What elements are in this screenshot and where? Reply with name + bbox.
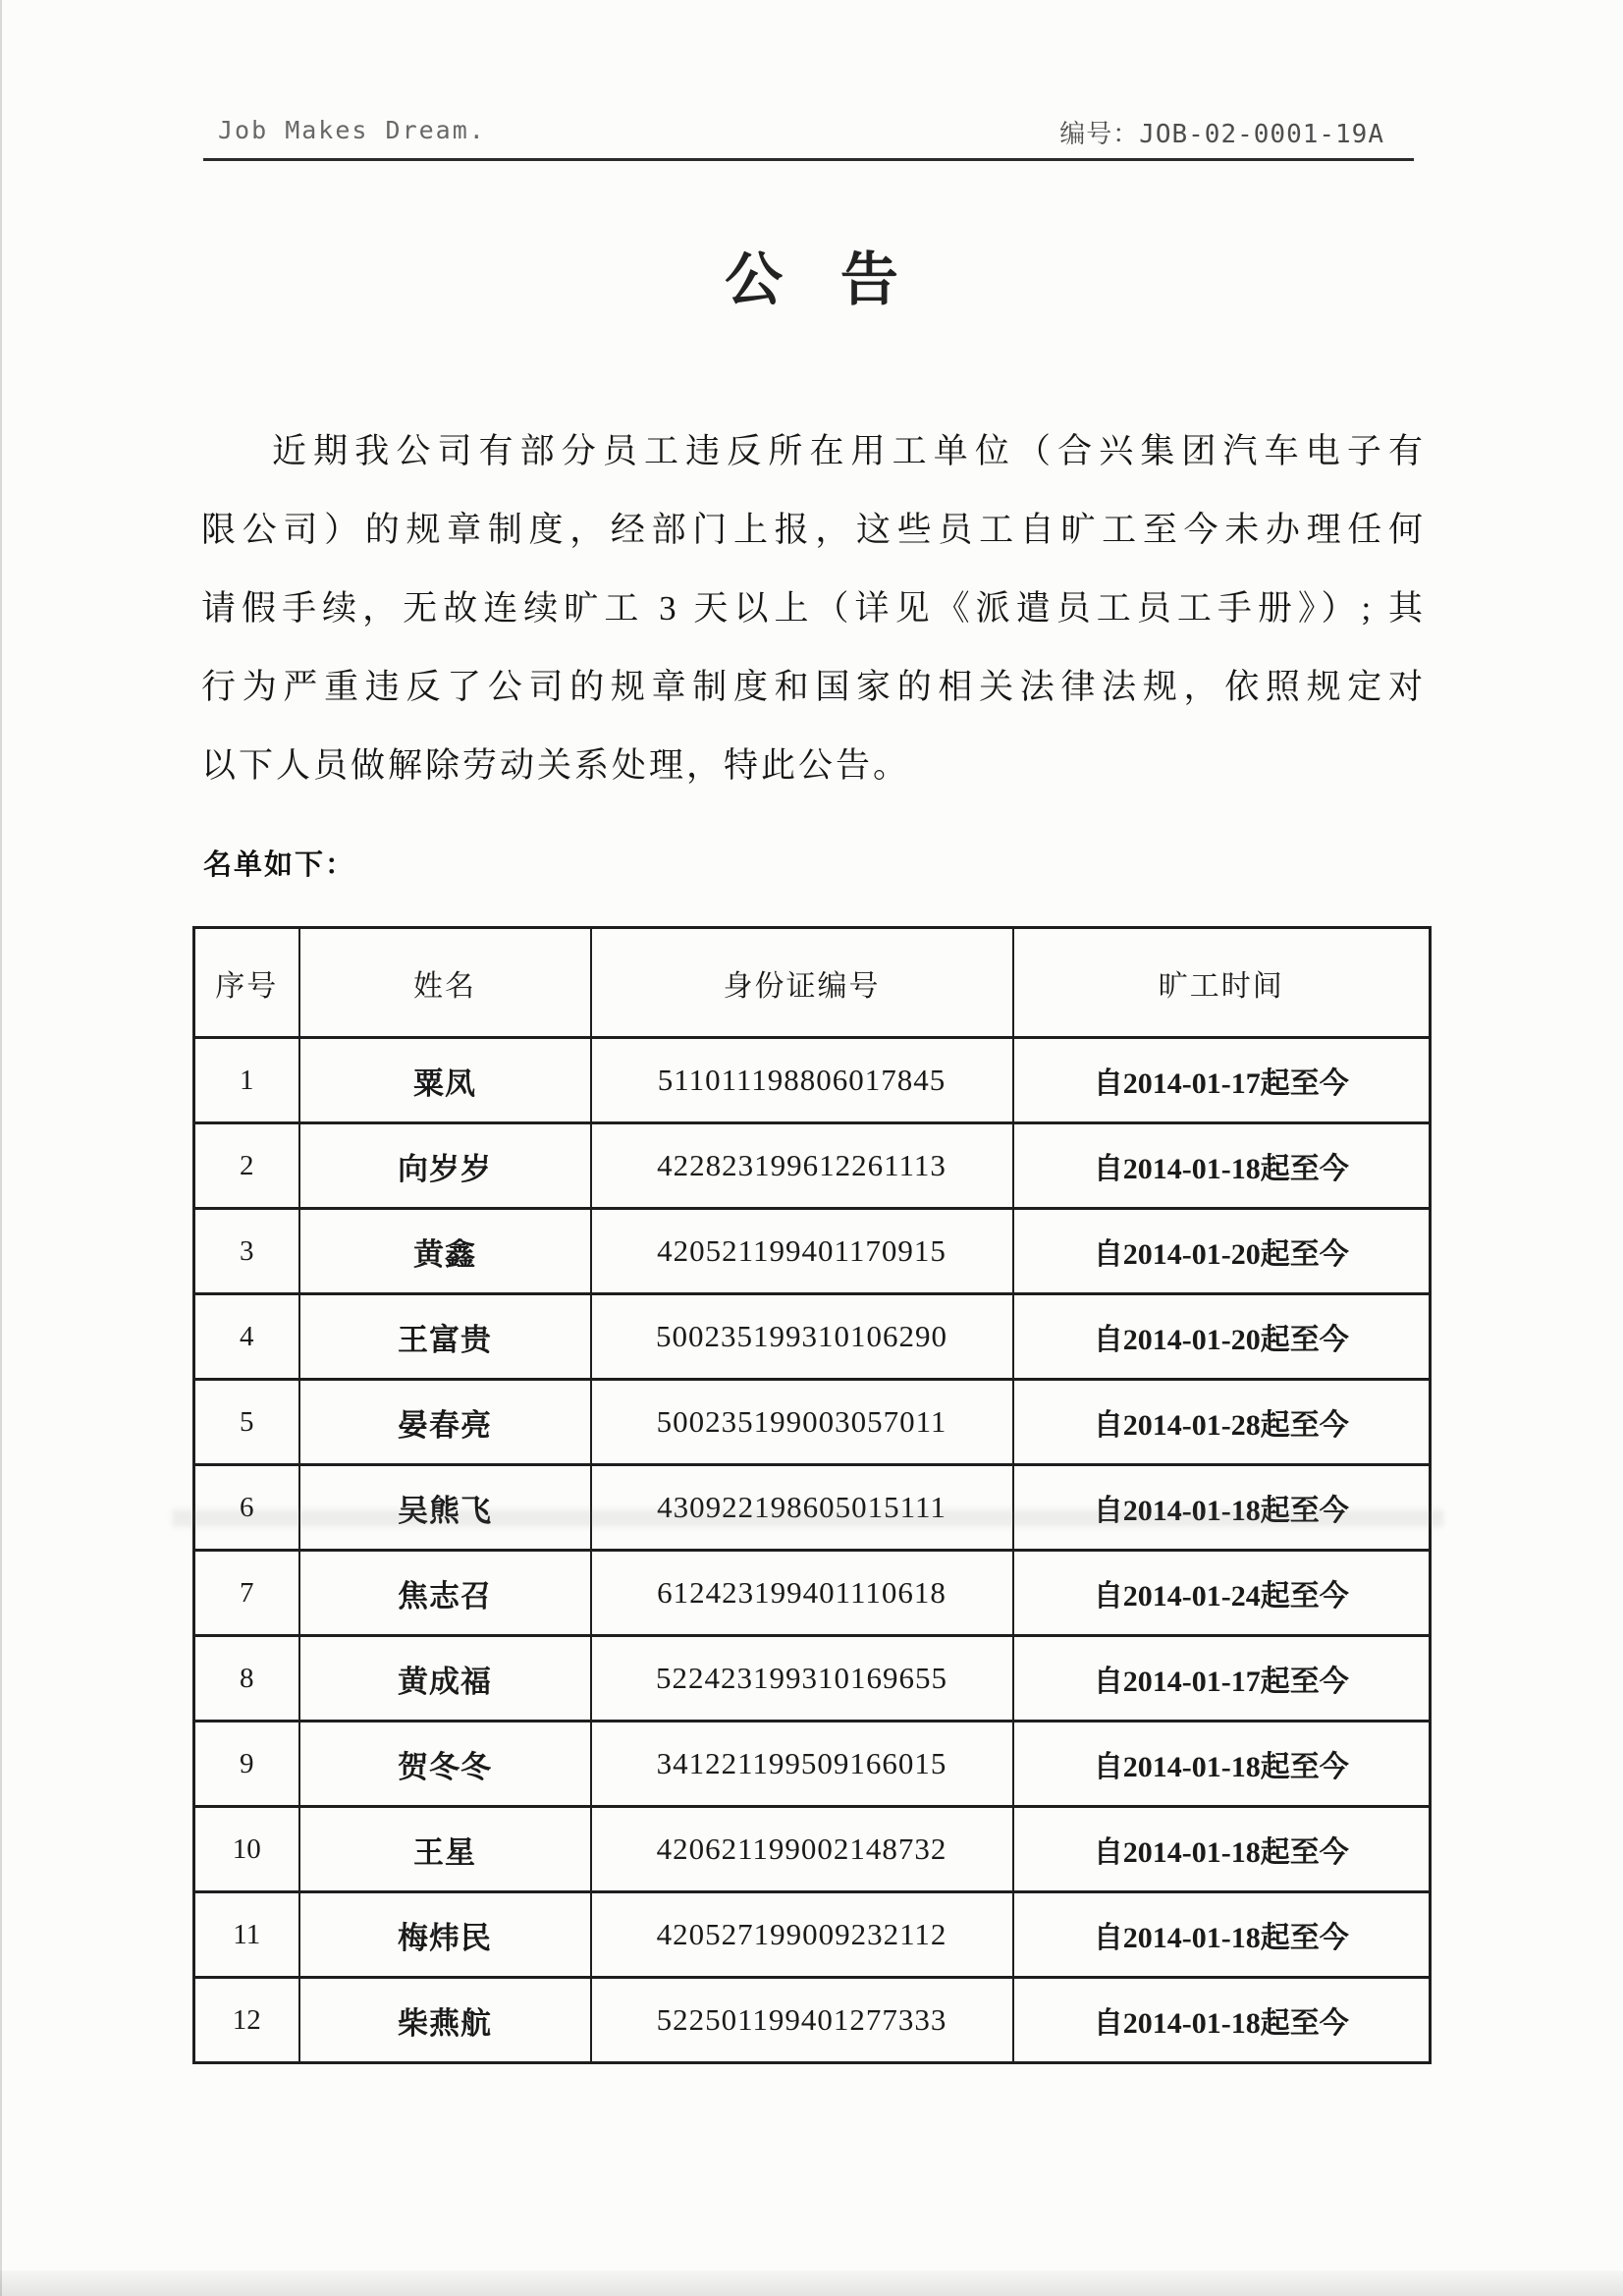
- cell-name: 晏春亮: [299, 1380, 591, 1465]
- list-label: 名单如下：: [203, 849, 356, 881]
- cell-absence-time: 自2014-01-18起至今: [1013, 1978, 1431, 2063]
- cell-absence-time: 自2014-01-18起至今: [1013, 1123, 1431, 1209]
- cell-name: 吴熊飞: [299, 1465, 591, 1551]
- table-row: [194, 1465, 1431, 1551]
- dismissal-roster-table: [192, 926, 1432, 2064]
- cell-id-number: 500235199003057011: [591, 1380, 1013, 1465]
- cell-absence-time: 自2014-01-24起至今: [1013, 1551, 1431, 1636]
- cell-absence-time: 自2014-01-17起至今: [1013, 1038, 1431, 1123]
- cell-id-number: 420521199401170915: [591, 1209, 1013, 1294]
- cell-absence-time: 自2014-01-18起至今: [1013, 1807, 1431, 1892]
- column-header-absence-time: 旷工时间: [1013, 928, 1431, 1038]
- cell-id-number: 500235199310106290: [591, 1294, 1013, 1380]
- cell-id-number: 422823199612261113: [591, 1123, 1013, 1209]
- cell-index: 4: [194, 1294, 299, 1380]
- paragraph-line: 近期我公司有部分员工违反所在用工单位（合兴集团汽车电子有: [272, 432, 1426, 470]
- cell-index: 7: [194, 1551, 299, 1636]
- table-row: [194, 1209, 1431, 1294]
- cell-index: 2: [194, 1123, 299, 1209]
- cell-index: 12: [194, 1978, 299, 2063]
- table-row: [194, 1123, 1431, 1209]
- paragraph-line: 行为严重违反了公司的规章制度和国家的相关法律法规，依照规定对: [201, 668, 1426, 706]
- page-title: 公 告: [725, 247, 902, 312]
- cell-name: 柴燕航: [299, 1978, 591, 2063]
- cell-id-number: 511011198806017845: [591, 1038, 1013, 1123]
- table-row: [194, 1294, 1431, 1380]
- announcement-paragraph: [201, 412, 1426, 805]
- cell-absence-time: 自2014-01-20起至今: [1013, 1294, 1431, 1380]
- table-row: [194, 1551, 1431, 1636]
- cell-id-number: 341221199509166015: [591, 1722, 1013, 1807]
- cell-id-number: 522501199401277333: [591, 1978, 1013, 2063]
- cell-name: 粟凤: [299, 1038, 591, 1123]
- cell-absence-time: 自2014-01-18起至今: [1013, 1892, 1431, 1978]
- table-row: [194, 1978, 1431, 2063]
- scan-smudge-artifact: [172, 1509, 1443, 1527]
- table-row: [194, 1722, 1431, 1807]
- paragraph-line: 限公司）的规章制度，经部门上报，这些员工自旷工至今未办理任何: [201, 511, 1426, 549]
- cell-id-number: 420527199009232112: [591, 1892, 1013, 1978]
- cell-index: 9: [194, 1722, 299, 1807]
- cell-name: 黄成福: [299, 1636, 591, 1722]
- cell-name: 黄鑫: [299, 1209, 591, 1294]
- cell-index: 6: [194, 1465, 299, 1551]
- cell-name: 梅炜民: [299, 1892, 591, 1978]
- table-row: [194, 1380, 1431, 1465]
- cell-absence-time: 自2014-01-28起至今: [1013, 1380, 1431, 1465]
- cell-name: 向岁岁: [299, 1123, 591, 1209]
- cell-id-number: 612423199401110618: [591, 1551, 1013, 1636]
- cell-index: 8: [194, 1636, 299, 1722]
- column-header-name: 姓名: [299, 928, 591, 1038]
- cell-id-number: 522423199310169655: [591, 1636, 1013, 1722]
- table-header-row: [194, 928, 1431, 1038]
- column-header-index: 序号: [194, 928, 299, 1038]
- table-row: [194, 1807, 1431, 1892]
- paragraph-line: 请假手续，无故连续旷工 3 天以上（详见《派遣员工员工手册》）; 其: [201, 589, 1426, 628]
- cell-index: 3: [194, 1209, 299, 1294]
- scan-bottom-band-artifact: [0, 2270, 1623, 2296]
- table-row: [194, 1892, 1431, 1978]
- cell-absence-time: 自2014-01-20起至今: [1013, 1209, 1431, 1294]
- scan-left-edge-artifact: [0, 0, 2, 2296]
- cell-name: 焦志召: [299, 1551, 591, 1636]
- cell-absence-time: 自2014-01-18起至今: [1013, 1722, 1431, 1807]
- column-header-id-number: 身份证编号: [591, 928, 1013, 1038]
- cell-index: 1: [194, 1038, 299, 1123]
- cell-id-number: 430922198605015111: [591, 1465, 1013, 1551]
- table-row: [194, 1636, 1431, 1722]
- table-row: [194, 1038, 1431, 1123]
- paragraph-line: 以下人员做解除劳动关系处理，特此公告。: [201, 746, 911, 785]
- header-slogan: Job Makes Dream.: [218, 116, 486, 144]
- cell-name: 贺冬冬: [299, 1722, 591, 1807]
- cell-absence-time: 自2014-01-17起至今: [1013, 1636, 1431, 1722]
- cell-index: 5: [194, 1380, 299, 1465]
- cell-name: 王星: [299, 1807, 591, 1892]
- cell-index: 10: [194, 1807, 299, 1892]
- cell-name: 王富贵: [299, 1294, 591, 1380]
- header-doc-number: 编号：JOB-02-0001-19A: [1059, 120, 1384, 149]
- cell-id-number: 420621199002148732: [591, 1807, 1013, 1892]
- header-rule-line: [203, 158, 1414, 161]
- cell-absence-time: 自2014-01-18起至今: [1013, 1465, 1431, 1551]
- cell-index: 11: [194, 1892, 299, 1978]
